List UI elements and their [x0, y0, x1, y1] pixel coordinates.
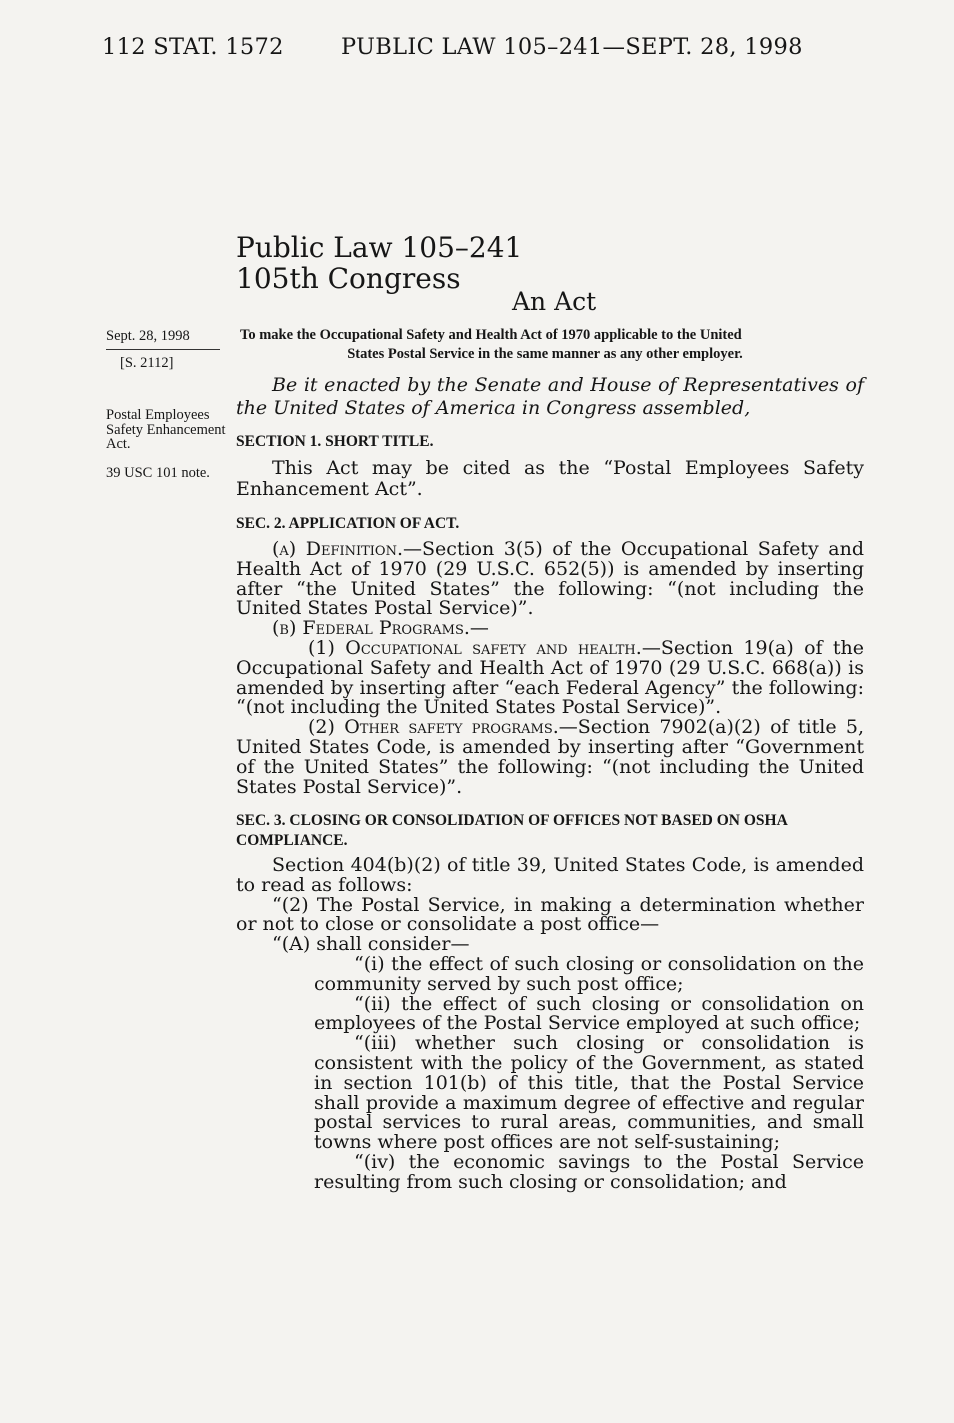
section-1-text: This Act may be cited as the “Postal Employees Safety Enhancement Act”. — [236, 457, 864, 500]
purpose-line-2: States Postal Service in the same manner as any other employer. — [347, 346, 743, 362]
paragraph-b2 — [236, 718, 864, 797]
subparagraph-a: “(A) shall consider— — [272, 933, 470, 956]
enacting-clause: Be it enacted by the Senate and House of Representatives of the United States of America in Congress assembled, — [236, 374, 864, 419]
paragraph-b1 — [236, 636, 864, 719]
paragraph-b2-text: —Section 7902(a)(2) of title 5, United States Code, is amended by inserting after “Government of the United States” the following: “(not including the United States Postal Service)”. — [236, 716, 864, 798]
law-title-block — [236, 232, 522, 294]
subsection-a-text: —Section 3(5) of the Occupational Safety and Health Act of 1970 (29 U.S.C. 652(5)) is amended by inserting after “the United States” the following: “(not including the United States Postal Service)”. — [236, 538, 864, 620]
stat-citation: 112 STAT. 1572 — [102, 34, 284, 60]
act-label: An Act — [512, 287, 597, 316]
subsection-b-label: (b) Federal Programs.— — [272, 617, 489, 640]
section-3-intro: Section 404(b)(2) of title 39, United States Code, is amended to read as follows: — [236, 854, 864, 896]
section-1-heading: SECTION 1. SHORT TITLE. — [236, 433, 434, 450]
section-1-body — [236, 458, 864, 500]
congress: 105th Congress — [236, 262, 461, 295]
margin-note-short-title: Postal Employees Safety Enhancement Act. — [106, 407, 226, 452]
purpose-line-1: To make the Occupational Safety and Health Act of 1970 applicable to the United — [240, 327, 742, 343]
paragraph-b1-label: (1) Occupational safety and health. — [308, 636, 642, 659]
margin-note-usc: 39 USC 101 note. — [106, 465, 210, 481]
law-number: Public Law 105–241 — [236, 231, 523, 264]
clauses — [236, 952, 864, 1193]
margin-note-date: Sept. 28, 1998 — [106, 328, 190, 344]
paragraph-b1-text: —Section 19(a) of the Occupational Safety and Health Act of 1970 (29 U.S.C. 668(a)) is amended by inserting after “each Federal Agency” the following: “(not including the United States Postal Service)”. — [236, 636, 864, 719]
section-2-heading: SEC. 2. APPLICATION OF ACT. — [236, 515, 460, 532]
running-head: PUBLIC LAW 105–241—SEPT. 28, 1998 — [341, 34, 803, 60]
clause-iv: “(iv) the economic savings to the Postal Service resulting from such closing or consolidation; and — [314, 1150, 864, 1193]
clause-i: “(i) the effect of such closing or consolidation on the community served by such post office; — [314, 952, 864, 995]
section-3-paragraph-2: “(2) The Postal Service, in making a determination whether or not to close or consolidate a post office— — [236, 893, 864, 936]
act-purpose — [240, 326, 870, 364]
margin-note-bill: [S. 2112] — [120, 355, 174, 371]
clause-iii: “(iii) whether such closing or consolidation is consistent with the policy of the Government, as stated in section 101(b) of this title, that the Postal Service shall provide a maximum degree of effective and regular postal services to rural areas, communities, and small towns where post offices are not self-sustaining; — [314, 1032, 864, 1154]
subsection-a-label: (a) Definition. — [272, 538, 403, 560]
clause-ii: “(ii) the effect of such closing or consolidation on employees of the Postal Service employed at such office; — [314, 992, 864, 1035]
margin-divider — [106, 349, 220, 350]
paragraph-b2-label: (2) Other safety programs. — [308, 716, 559, 739]
section-3-body — [236, 856, 864, 1193]
subsection-a — [236, 540, 864, 619]
section-2-body — [236, 540, 864, 797]
section-3-heading: SEC. 3. CLOSING OR CONSOLIDATION OF OFFICES NOT BASED ON OSHA COMPLIANCE. — [236, 812, 787, 849]
